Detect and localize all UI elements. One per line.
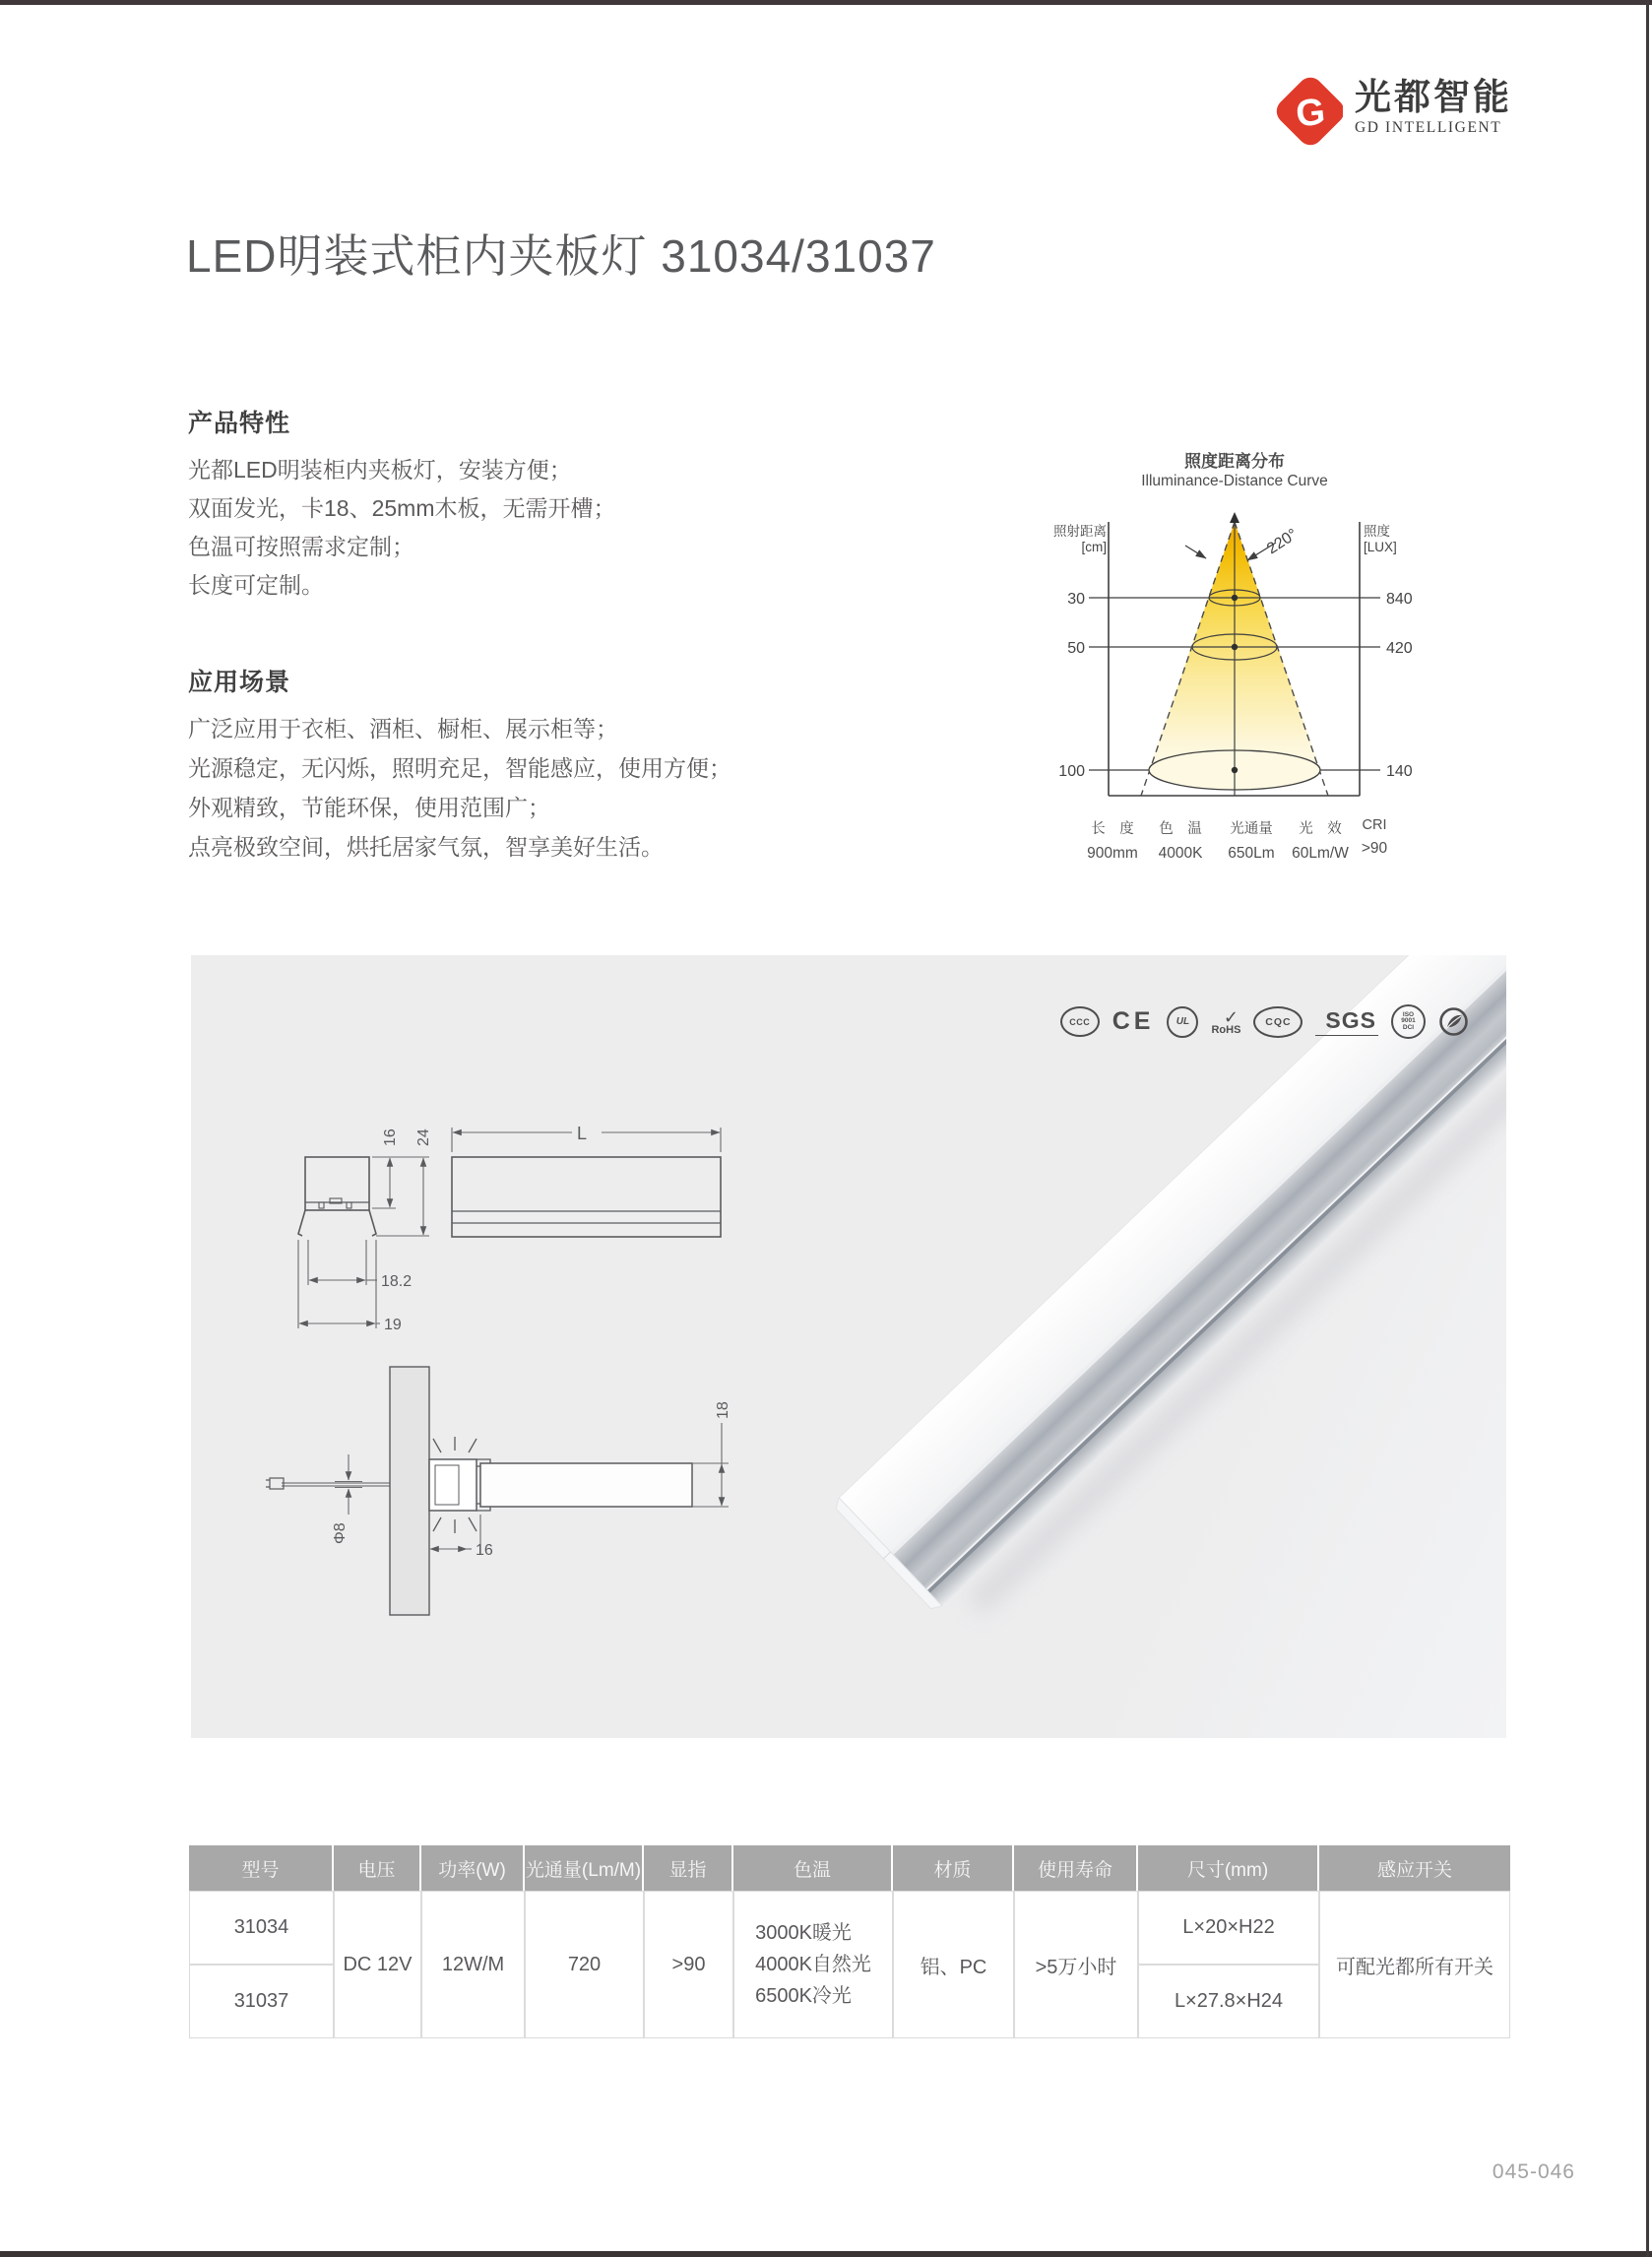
cell-power: 12W/M (421, 1891, 525, 2038)
lux-tick: 420 (1386, 640, 1413, 657)
dim-phi8-label: Φ8 (332, 1522, 349, 1544)
scenario-line: 广泛应用于衣柜、酒柜、橱柜、展示柜等； (188, 716, 618, 742)
diagram-title-en: Illuminance-Distance Curve (1141, 473, 1328, 489)
distance-tick: 100 (1058, 763, 1085, 780)
cell-size-31037: L×27.8×H24 (1138, 1965, 1319, 2038)
top-border-bar (0, 0, 1652, 5)
dim-24-label: 24 (415, 1128, 432, 1146)
feature-line: 色温可按照需求定制； (188, 534, 414, 559)
distance-tick: 30 (1067, 591, 1085, 608)
cell-sensor: 可配光都所有开关 (1319, 1891, 1510, 2038)
cell-lifespan: >5万小时 (1014, 1891, 1138, 2038)
bottom-border-bar (0, 2251, 1652, 2257)
brand-logo-icon (1274, 71, 1343, 158)
dim-18-2-label: 18.2 (381, 1273, 413, 1290)
beam-angle-label: 220° (1264, 526, 1302, 558)
cell-size-31034: L×20×H22 (1138, 1891, 1319, 1965)
col-header-power: 功率(W) (421, 1845, 525, 1891)
spec-table (189, 1845, 1510, 2038)
scenarios-heading: 应用场景 (188, 669, 291, 696)
feature-line: 长度可定制。 (188, 572, 324, 598)
logo-letter: G (1294, 91, 1328, 136)
col-header-sensor: 感应开关 (1319, 1845, 1510, 1891)
features-text (188, 451, 615, 605)
spec-efficacy: 光 效 60Lm/W (1292, 821, 1349, 862)
illuminance-distance-chart (1042, 512, 1428, 804)
col-header-flux: 光通量(Lm/M) (525, 1845, 644, 1891)
cell-cri: >90 (644, 1891, 733, 2038)
col-header-size: 尺寸(mm) (1138, 1845, 1319, 1891)
cell-model-31037: 31037 (189, 1965, 334, 2038)
feature-line: 光都LED明装柜内夹板灯，安装方便； (188, 457, 572, 483)
iso9001-cert-icon: ISO 9001 DCI (1391, 1004, 1426, 1039)
cell-material: 铝、PC (893, 1891, 1014, 2038)
cell-voltage: DC 12V (334, 1891, 421, 2038)
cell-cct: 3000K暖光 4000K自然光 6500K冷光 (733, 1891, 893, 2038)
col-header-voltage: 电压 (334, 1845, 421, 1891)
dim-16-label: 16 (382, 1128, 399, 1146)
brand-name-cn: 光都智能 (1355, 77, 1512, 117)
col-header-cri: 显指 (644, 1845, 733, 1891)
certification-row (1060, 1004, 1469, 1039)
features-heading: 产品特性 (188, 410, 291, 437)
dim-16b-label: 16 (476, 1542, 493, 1559)
brand-name-en: GD INTELLIGENT (1355, 119, 1502, 136)
installation-drawing (266, 1362, 738, 1618)
dim-L-label: L (576, 1124, 588, 1143)
rohs-cert-icon: ✓ RoHS (1211, 1006, 1241, 1036)
col-header-lifespan: 使用寿命 (1014, 1845, 1138, 1891)
spec-flux: 光通量 650Lm (1228, 821, 1275, 862)
spec-length: 长 度 900mm (1087, 821, 1138, 862)
spec-cri: CRI >90 (1361, 817, 1388, 857)
col-header-material: 材质 (893, 1845, 1014, 1891)
dim-18-label: 18 (715, 1401, 731, 1419)
product-showcase-panel (191, 955, 1506, 1738)
page-title: LED明装式柜内夹板灯 31034/31037 (186, 230, 936, 282)
dim-19-label: 19 (384, 1317, 402, 1333)
page-number: 045-046 (1492, 2160, 1575, 2183)
left-axis-label: 照射距离 (1053, 524, 1107, 539)
ccc-cert-icon: CCC (1060, 1006, 1100, 1037)
scenario-line: 点亮极致空间，烘托居家气氛，智享美好生活。 (188, 834, 664, 860)
col-header-model: 型号 (189, 1845, 334, 1891)
right-axis-unit: [LUX] (1364, 540, 1397, 554)
left-axis-unit: [cm] (1081, 540, 1107, 554)
feature-line: 双面发光，卡18、25mm木板，无需开槽； (188, 495, 616, 521)
ce-cert-icon: CE (1112, 1007, 1155, 1035)
ul-cert-icon: UL (1167, 1006, 1198, 1038)
diagram-specs-row (1068, 817, 1398, 872)
lamp-apex-arrow (1230, 512, 1239, 523)
cqc-cert-icon: CQC (1253, 1006, 1303, 1038)
eco-leaf-cert-icon (1438, 1006, 1469, 1037)
profile-dimension-drawing (282, 1111, 734, 1347)
check-icon: ✓ (1223, 1006, 1239, 1027)
brand-logo-text (1355, 79, 1512, 136)
scenario-line: 光源稳定，无闪烁，照明充足，智能感应，使用方便； (188, 755, 731, 781)
cell-flux: 720 (525, 1891, 644, 2038)
sgs-cert-icon: SGS (1315, 1007, 1378, 1036)
lux-tick: 140 (1386, 763, 1413, 780)
spec-cct: 色 温 4000K (1158, 821, 1203, 862)
right-border-bar (1646, 0, 1649, 2257)
right-axis-label: 照度 (1364, 524, 1390, 539)
cell-model-31034: 31034 (189, 1891, 334, 1965)
col-header-cct: 色温 (733, 1845, 893, 1891)
lux-tick: 840 (1386, 591, 1413, 608)
diagram-title-cn: 照度距离分布 (1184, 452, 1285, 471)
scenarios-text (188, 709, 731, 867)
distance-tick: 50 (1067, 640, 1085, 657)
scenario-line: 外观精致，节能环保，使用范围广； (188, 795, 550, 820)
aluminium-profile-bar (832, 955, 1506, 1639)
